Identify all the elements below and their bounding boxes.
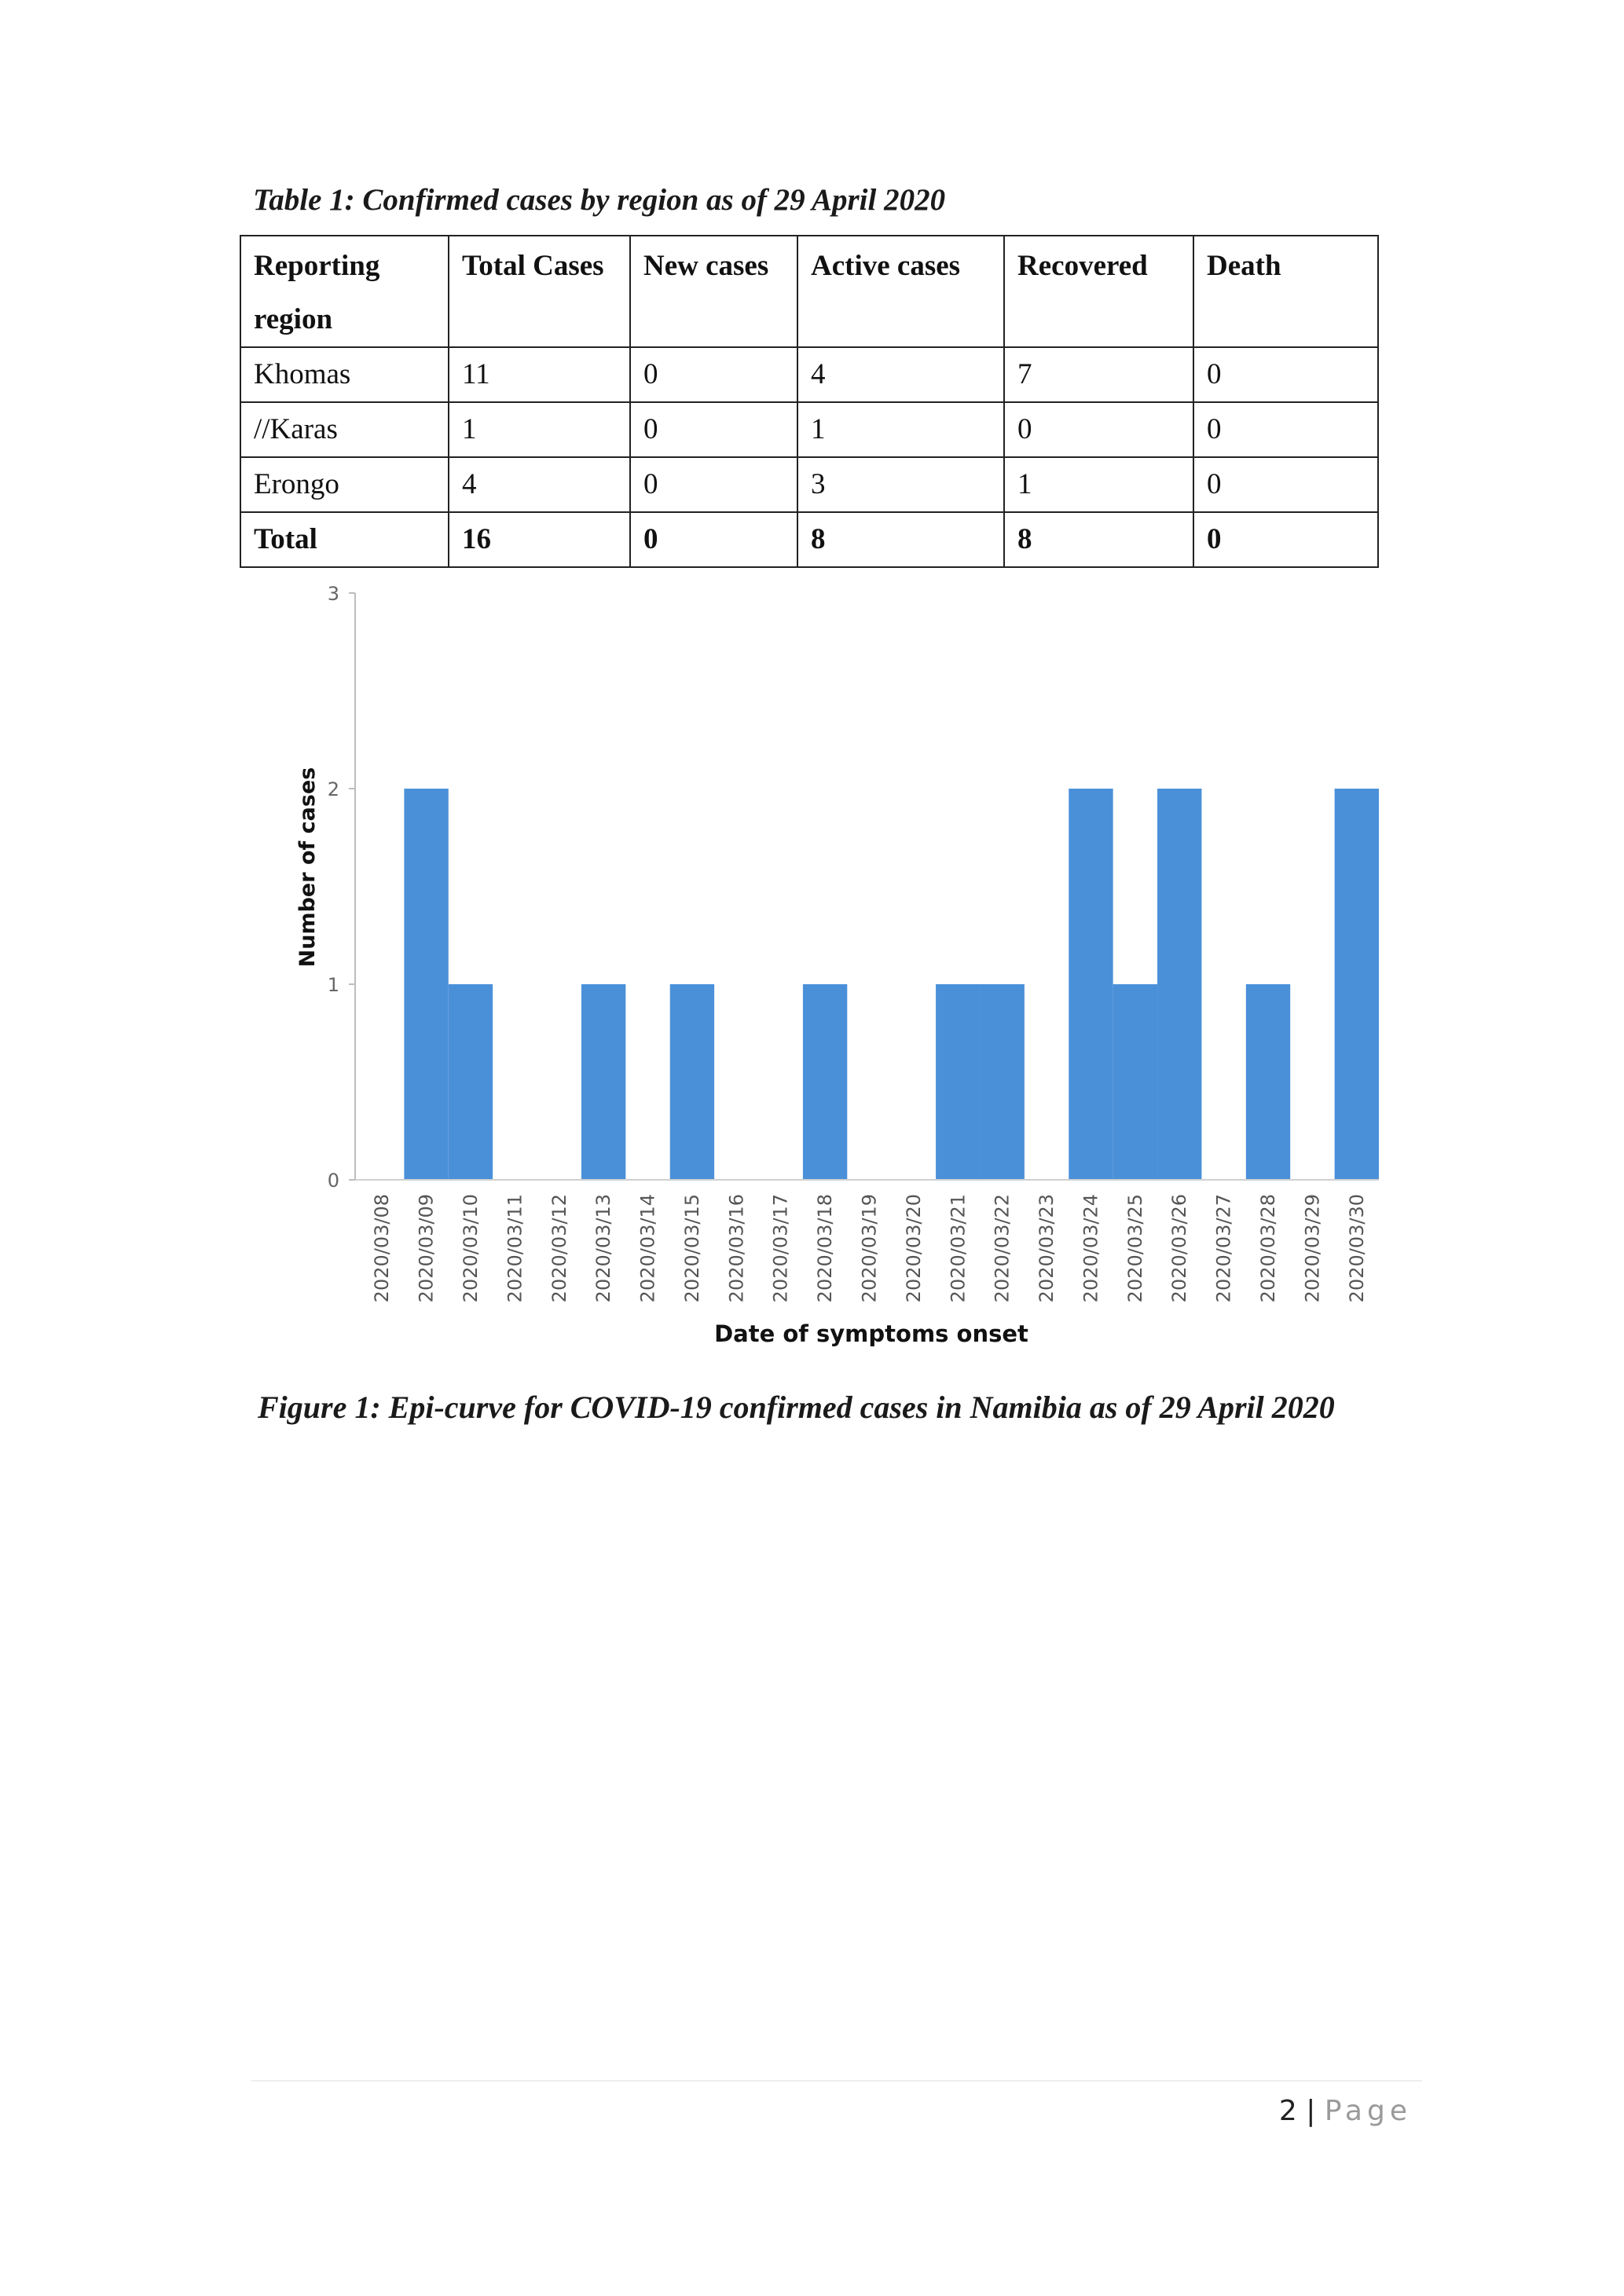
y-tick-label: 0 [327,1170,339,1192]
cell-recovered: 7 [1004,347,1193,402]
cell-death-sum: 0 [1193,512,1378,567]
bar-2020-03-09 [404,789,448,1180]
cell-new-cases-sum: 0 [630,512,797,567]
bar-2020-03-30 [1335,789,1379,1180]
cell-region: Khomas [240,347,449,402]
cell-total-cases-sum: 16 [449,512,630,567]
x-tick-label: 2020/03/29 [1301,1194,1324,1303]
table-row [240,347,1378,402]
x-tick-label: 2020/03/19 [858,1194,881,1303]
cell-total-label: Total [240,512,449,567]
cell-new-cases: 0 [630,457,797,512]
bar-2020-03-22 [980,984,1024,1180]
bar-2020-03-25 [1113,984,1157,1180]
y-axis [328,583,355,1192]
x-tick-label: 2020/03/11 [504,1194,526,1303]
cell-new-cases: 0 [630,347,797,402]
x-tick-label: 2020/03/13 [592,1194,615,1303]
header-new-cases: New cases [630,236,797,347]
x-tick-label: 2020/03/20 [902,1194,925,1303]
page-number [1279,2095,1412,2127]
footer-divider [251,2080,1422,2082]
bar-2020-03-26 [1157,789,1201,1180]
y-tick-label: 3 [327,583,339,605]
cell-total-cases: 1 [449,402,630,457]
x-tick-label: 2020/03/17 [769,1194,792,1303]
table-total-row [240,512,1378,567]
x-tick-label: 2020/03/26 [1168,1194,1191,1303]
figure-caption: Figure 1: Epi-curve for COVID-19 confirmed cases in Namibia as of 29 April 2020 [258,1390,1335,1425]
cell-region: //Karas [240,402,449,457]
x-tick-label: 2020/03/24 [1080,1194,1102,1303]
x-axis-label: Date of symptoms onset [714,1320,1028,1347]
bar-2020-03-21 [936,984,980,1180]
cell-recovered: 1 [1004,457,1193,512]
x-tick-label: 2020/03/21 [947,1194,970,1303]
cell-death: 0 [1193,457,1378,512]
x-tick-label: 2020/03/08 [371,1194,394,1303]
table-row [240,402,1378,457]
bar-2020-03-18 [803,984,847,1180]
y-axis-label: Number of cases [295,767,320,968]
cell-region: Erongo [240,457,449,512]
epi-curve-chart [267,566,1399,1351]
cell-active-cases: 1 [797,402,1004,457]
y-tick-label: 1 [327,974,339,996]
x-tick-label: 2020/03/25 [1124,1194,1146,1303]
header-total-cases: Total Cases [449,236,630,347]
x-tick-label: 2020/03/18 [814,1194,837,1303]
cell-death: 0 [1193,347,1378,402]
x-tick-label: 2020/03/22 [991,1194,1014,1303]
x-tick-label: 2020/03/27 [1212,1194,1235,1303]
header-recovered: Recovered [1004,236,1193,347]
cell-active-cases: 4 [797,347,1004,402]
page-word: Page [1324,2095,1412,2127]
cell-total-cases: 11 [449,347,630,402]
x-tick-label: 2020/03/14 [636,1194,659,1303]
cell-new-cases: 0 [630,402,797,457]
x-tick-label: 2020/03/12 [548,1194,570,1303]
page-number-value: 2 [1278,2095,1297,2127]
table-header-row [240,236,1378,347]
x-tick-label: 2020/03/28 [1257,1194,1280,1303]
x-tick-label: 2020/03/10 [459,1194,482,1303]
bar-2020-03-15 [670,984,714,1180]
cell-recovered-sum: 8 [1004,512,1193,567]
x-tick-label: 2020/03/16 [725,1194,748,1303]
cell-recovered: 0 [1004,402,1193,457]
header-death: Death [1193,236,1378,347]
y-tick-label: 2 [327,778,339,800]
cases-by-region-table [240,235,1379,568]
bars-group [404,789,1379,1180]
table-row [240,457,1378,512]
x-axis [355,1180,1379,1302]
x-tick-label: 2020/03/15 [680,1194,703,1303]
x-tick-label: 2020/03/23 [1036,1194,1058,1303]
cell-active-cases-sum: 8 [797,512,1004,567]
cell-active-cases: 3 [797,457,1004,512]
page-separator: | [1306,2095,1316,2127]
bar-2020-03-10 [449,984,493,1180]
bar-2020-03-28 [1246,984,1290,1180]
table-caption: Table 1: Confirmed cases by region as of 29 April 2020 [253,183,946,217]
bar-2020-03-24 [1069,789,1113,1180]
cell-total-cases: 4 [449,457,630,512]
x-tick-label: 2020/03/09 [415,1194,438,1303]
bar-2020-03-13 [581,984,625,1180]
cell-death: 0 [1193,402,1378,457]
header-active-cases: Active cases [797,236,1004,347]
x-tick-label: 2020/03/30 [1345,1194,1368,1303]
header-reporting-region: Reporting region [240,236,449,347]
